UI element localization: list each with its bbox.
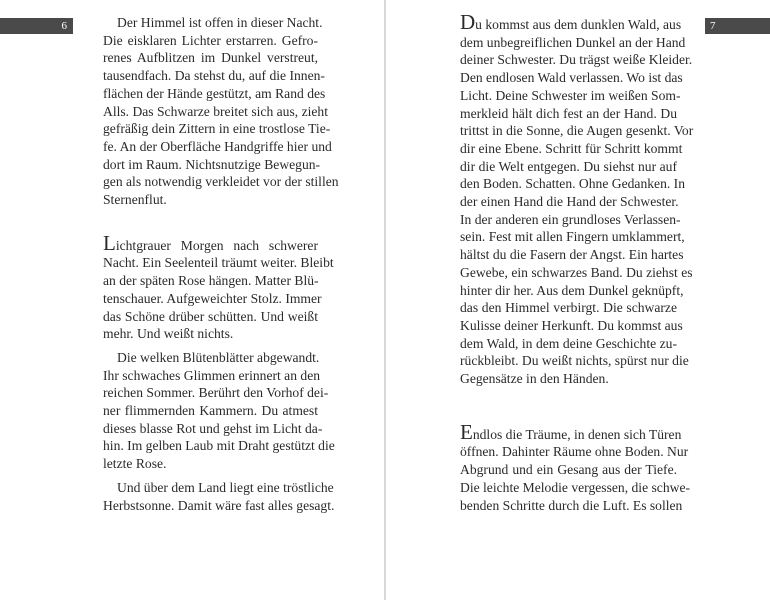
text-line: Licht. Deine Schwester im weißen Som- <box>460 87 681 103</box>
text-line: dort im Raum. Nichtsnutzige Bewegun- <box>103 156 321 172</box>
text-line: In der anderen ein grundloses Verlassen- <box>460 211 681 227</box>
text-line: hinter dir her. Aus dem Dunkel geknüpft, <box>460 282 684 298</box>
text-line: das den Himmel verbirgt. Die schwarze <box>460 300 677 316</box>
text-line: Den endlosen Wald verlassen. Wo ist das <box>460 70 683 86</box>
text-line: flächen der Hände gestützt, am Rand des <box>103 85 326 101</box>
initial-letter: E <box>460 419 473 444</box>
text-line: tenschauer. Aufgeweichter Stolz. Immer <box>103 290 322 306</box>
text-line: dem unbegreiflichen Dunkel an der Hand <box>460 34 686 50</box>
text-line: Gegensätze in den Händen. <box>460 371 609 387</box>
text-line: renes Aufblitzen im Dunkel verstreut, <box>103 50 318 66</box>
text-line: Nacht. Ein Seelenteil träumt weiter. Bleibt <box>103 255 334 271</box>
text-line: hältst du die Fasern der Angst. Ein hartes <box>460 247 684 263</box>
text-line: Abgrund und ein Gesang aus der Tiefe. <box>460 462 677 478</box>
line-text: ndlos die Träume, in denen sich Türen <box>472 426 682 442</box>
text-line: fe. An der Oberfläche Handgriffe hier und <box>103 138 332 154</box>
paragraph <box>103 14 339 209</box>
paragraph <box>103 230 334 343</box>
text-line: an der späten Rose hängen. Matter Blü- <box>103 273 319 289</box>
text-section <box>103 230 335 515</box>
text-line: mehr. Und weißt nichts. <box>103 326 234 342</box>
text-line: Alls. Das Schwarze breitet sich aus, zieht <box>103 103 328 119</box>
text-line: merkleid hält dich fest an der Hand. Du <box>460 105 677 121</box>
text-line: Sternenflut. <box>103 192 167 208</box>
paragraph <box>460 10 694 388</box>
text-line: trittst in die Sonne, die Augen gesenkt. Vor <box>460 123 694 139</box>
text-line: den Boden. Schatten. Ohne Gedanken. In <box>460 176 685 192</box>
text-line: dir eine Ebene. Schritt für Schritt kommt <box>460 140 683 156</box>
paragraph <box>460 419 691 515</box>
line-text: u kommst aus dem dunklen Wald, aus <box>475 17 682 32</box>
book-gutter <box>384 0 386 600</box>
text-line: Und über dem Land liegt eine tröstliche <box>117 479 334 495</box>
text-line: Die leichte Melodie vergessen, die schwe- <box>460 479 691 495</box>
text-line: Ihr schwaches Glimmen erinnert an den <box>103 367 321 383</box>
text-line: ner flimmernden Kammern. Du atmest <box>103 403 318 419</box>
paragraph <box>103 479 335 514</box>
initial-letter: L <box>103 230 116 255</box>
text-line: dieses blasse Rot und gehst im Licht da- <box>103 420 323 436</box>
left-page-text <box>103 14 339 520</box>
text-line: Der Himmel ist offen in dieser Nacht. <box>117 15 323 30</box>
right-page-text <box>460 10 694 520</box>
text-section <box>103 14 339 209</box>
text-line: reichen Sommer. Berührt den Vorhof dei- <box>103 385 329 401</box>
text-line: hin. Im gelben Laub mit Draht gestützt die <box>103 438 335 454</box>
text-line <box>103 230 318 255</box>
text-line: tausendfach. Da stehst du, auf die Innen- <box>103 68 325 84</box>
text-line <box>460 419 682 444</box>
text-line: Die welken Blütenblätter abgewandt. <box>117 349 320 365</box>
text-line: benden Schritte durch die Luft. Es sollen <box>460 497 683 513</box>
text-line: Gewebe, ein schwarzes Band. Du ziehst es <box>460 264 693 280</box>
text-line: gen als notwendig verkleidet vor der stillen <box>103 174 339 190</box>
page-number-right: 7 <box>705 18 770 34</box>
text-line: gefräßig dein Zittern in eine trostlose Tie- <box>103 121 331 137</box>
initial-letter: D <box>460 10 476 34</box>
text-line: Die eisklaren Lichter erstarren. Gefro- <box>103 32 318 48</box>
text-section <box>460 10 694 388</box>
text-line: rückbleibt. Du weißt nichts, spürst nur die <box>460 353 689 369</box>
text-line: deiner Schwester. Du trägst weiße Kleider. <box>460 52 693 68</box>
text-line: der einen Hand die Hand der Schwester. <box>460 194 679 210</box>
text-line: Kulisse deiner Herkunft. Du kommst aus <box>460 317 683 333</box>
text-line: Herbstsonne. Damit wäre fast alles gesagt. <box>103 497 335 513</box>
text-line: dir die Welt entgegen. Du siehst nur auf <box>460 158 677 174</box>
paragraph <box>103 349 335 473</box>
text-section <box>460 419 691 515</box>
text-line: öffnen. Dahinter Räume ohne Boden. Nur <box>460 444 689 460</box>
page-number-left: 6 <box>0 18 73 34</box>
line-text: ichtgrauer Morgen nach schwerer <box>115 237 318 253</box>
text-line: sein. Fest mit allen Fingern umklammert, <box>460 229 685 245</box>
text-line: letzte Rose. <box>103 456 167 472</box>
text-line: das Schöne drüber schütten. Und weißt <box>103 308 318 324</box>
text-line: dem Wald, in dem deine Geschichte zu- <box>460 335 677 351</box>
text-line <box>460 10 682 34</box>
